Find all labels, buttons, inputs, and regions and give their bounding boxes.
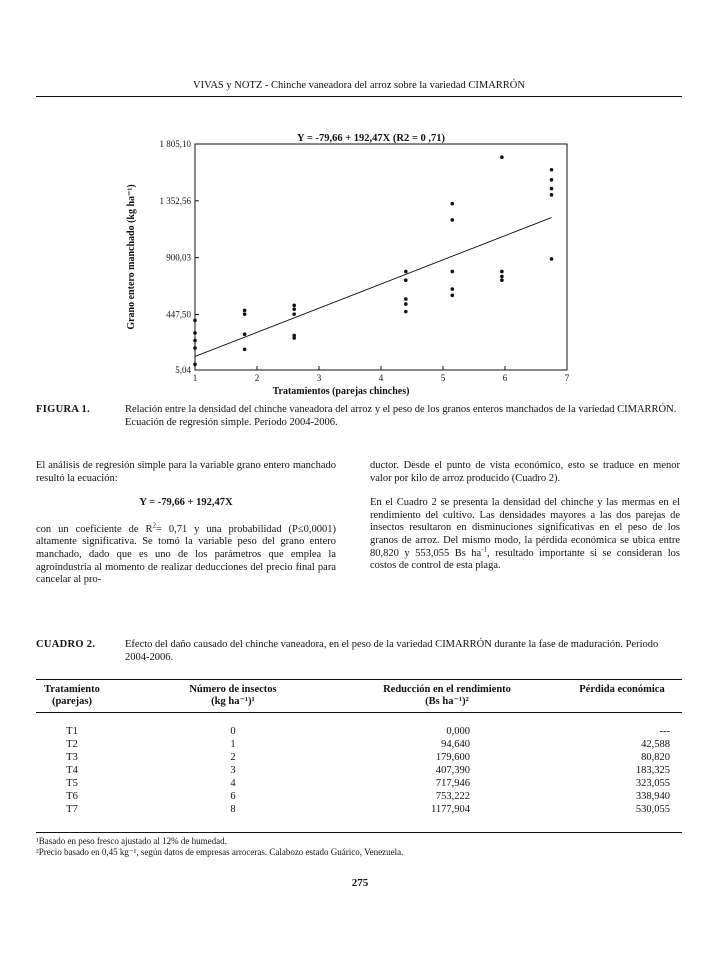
data-point xyxy=(451,294,455,298)
data-point xyxy=(292,334,296,338)
table-header-insects xyxy=(158,684,308,708)
data-point xyxy=(193,346,197,350)
figure-label: FIGURA 1. xyxy=(36,404,91,415)
running-header: VIVAS y NOTZ - Chinche vaneadora del arroz sobre la variedad CIMARRÓN xyxy=(193,80,525,91)
x-tick-label: 3 xyxy=(316,373,322,383)
data-point xyxy=(292,304,296,308)
table-row xyxy=(36,726,682,738)
data-point xyxy=(243,309,247,313)
text-span: , resultado importante si se consideran los costos de control de esta plaga. xyxy=(370,547,681,572)
table-cell: --- xyxy=(659,726,670,737)
data-point xyxy=(404,302,408,306)
table-cell: 2 xyxy=(230,752,236,763)
data-point xyxy=(451,218,455,222)
x-tick-label: 5 xyxy=(440,373,446,383)
table-row xyxy=(36,739,682,751)
y-axis-label: Grano entero manchado (kg ha⁻¹) xyxy=(126,184,137,330)
data-point xyxy=(243,312,247,316)
table-cell: 183,325 xyxy=(635,765,670,776)
x-tick-label: 1 xyxy=(192,373,198,383)
data-point xyxy=(550,178,554,182)
data-point xyxy=(243,347,247,351)
table-caption-text: Efecto del daño causado del chinche vaneadora, en el peso de la variedad CIMARRÓN durante la fase de maduración. Período 2004-2006. xyxy=(125,639,659,663)
data-point xyxy=(193,363,197,367)
chart-title: Y = -79,66 + 192,47X (R2 = 0 ,71) xyxy=(297,133,445,144)
data-point xyxy=(404,297,408,301)
table-top-rule xyxy=(36,679,682,680)
table-row xyxy=(36,765,682,777)
header-line: Tratamiento xyxy=(44,684,100,695)
body-column-left xyxy=(36,460,336,599)
regression-line xyxy=(195,218,552,357)
data-point xyxy=(550,187,554,191)
text-span: con un coeficiente de R xyxy=(36,523,153,535)
table-header-reduction xyxy=(352,684,542,708)
x-tick-label: 7 xyxy=(564,373,570,383)
table-cell: 0 xyxy=(230,726,236,737)
data-point xyxy=(500,155,504,159)
table-cell: 3 xyxy=(230,765,236,776)
data-point xyxy=(500,275,504,279)
table-cell: T1 xyxy=(66,726,78,737)
body-column-right xyxy=(370,460,680,585)
superscript: -1 xyxy=(481,545,488,554)
table-cell: T6 xyxy=(66,791,78,802)
x-axis-label: Tratamientos (parejas chinches) xyxy=(272,386,410,397)
figure-caption-text: Relación entre la densidad del chinche vaneadora del arroz y el peso de los granos enteros manchados de la variedad CIMARRÓN. Ecuación de regresión simple. Período 2004-2006. xyxy=(125,404,677,428)
table-cell: 4 xyxy=(230,778,236,789)
data-point xyxy=(292,307,296,311)
table-header-rule xyxy=(36,712,682,713)
data-point xyxy=(550,257,554,261)
table-cell: T7 xyxy=(66,804,78,815)
paragraph: El análisis de regresión simple para la variable grano entero manchado resultó la ecuación: xyxy=(36,460,336,484)
header-line: Número de insectos xyxy=(189,684,277,695)
x-tick-label: 6 xyxy=(502,373,508,383)
table-cell: 6 xyxy=(230,791,236,802)
data-point xyxy=(550,168,554,172)
header-line: (parejas) xyxy=(51,696,93,707)
text-span: En el Cuadro 2 se presenta la densidad del chinche y las mermas en el rendimiento del cultivo. Las densidades mayores a las dos parejas de insectos resultaron en disminuciones significativas en el peso de los granos de arroz. Del mismo modo, la pérdida económica se ubica entre 80,820 y 553,055 Bs ha xyxy=(370,497,680,559)
table-cell: 323,055 xyxy=(635,778,670,789)
data-point xyxy=(404,270,408,274)
table-cell: 753,222 xyxy=(435,791,470,802)
paragraph xyxy=(36,521,337,587)
header-line: (kg ha⁻¹)¹ xyxy=(211,696,255,707)
table-cell: 94,640 xyxy=(441,739,470,750)
data-point xyxy=(451,287,455,291)
table-cell: 179,600 xyxy=(435,752,470,763)
data-point xyxy=(451,270,455,274)
header-line: Reducción en el rendimiento xyxy=(383,684,511,695)
data-point xyxy=(500,278,504,282)
table-cell: T5 xyxy=(66,778,78,789)
table-cell: 407,390 xyxy=(435,765,470,776)
y-tick-label: 1 805,10 xyxy=(159,139,191,149)
table-cell: 0,000 xyxy=(446,726,470,737)
y-tick-label: 5,04 xyxy=(175,365,191,375)
y-tick-label: 447,50 xyxy=(166,309,191,320)
y-tick-label: 1 352,56 xyxy=(159,195,191,206)
header-rule xyxy=(36,96,682,97)
y-tick-label: 900,03 xyxy=(166,252,191,263)
table-cell: 338,940 xyxy=(635,791,670,802)
table-bottom-rule xyxy=(36,832,682,833)
x-tick-label: 2 xyxy=(254,373,260,383)
x-tick-label: 4 xyxy=(378,373,384,383)
table-header-loss xyxy=(562,684,682,696)
header-line: (Bs ha⁻¹)² xyxy=(425,696,469,707)
data-point xyxy=(550,193,554,197)
superscript: 2 xyxy=(152,521,156,530)
data-point xyxy=(193,331,197,335)
data-point xyxy=(193,319,197,323)
table-cell: 530,055 xyxy=(635,804,670,815)
table-cell: 1 xyxy=(230,739,236,750)
data-point xyxy=(451,202,455,206)
table-cell: 42,588 xyxy=(641,739,670,750)
data-point xyxy=(193,339,197,343)
table-cell: T4 xyxy=(66,765,78,776)
table-row xyxy=(36,778,682,790)
regression-scatter-chart xyxy=(110,128,580,400)
data-point xyxy=(404,278,408,282)
text-span: = 0,71 y una probabilidad (P≤0,0001) altamente significativa. Se tomó la variable peso del grano entero manchado, dado que es uno de los parámetros que emplea la agroindustria al momento de realizar deducciones del precio final para cancelar al pro- xyxy=(36,523,337,586)
table-header-treatment xyxy=(36,684,108,708)
header-line: Pérdida económica xyxy=(579,684,665,695)
footnote: ²Precio basado en 0,45 kg⁻¹, según datos de empresas arroceras. Calabozo estado Guárico, Venezuela. xyxy=(36,847,404,857)
table-cell: 717,946 xyxy=(435,778,470,789)
table-label: CUADRO 2. xyxy=(36,639,96,650)
page-number: 275 xyxy=(351,877,369,889)
data-point xyxy=(292,312,296,316)
table-row xyxy=(36,752,682,764)
data-point xyxy=(404,310,408,314)
table-cell: T3 xyxy=(66,752,78,763)
table-row xyxy=(36,791,682,803)
table-cell: 1177,904 xyxy=(431,804,470,815)
table-footnotes xyxy=(36,836,403,858)
footnote: ¹Basado en peso fresco ajustado al 12% de humedad. xyxy=(36,836,227,846)
regression-equation: Y = -79,66 + 192,47X xyxy=(139,497,233,509)
paragraph xyxy=(370,497,680,573)
data-point xyxy=(500,270,504,274)
table-cell: T2 xyxy=(66,739,78,750)
table-cell: 8 xyxy=(230,804,236,815)
table-cell: 80,820 xyxy=(641,752,670,763)
paragraph: ductor. Desde el punto de vista económico, esto se traduce en menor valor por kilo de arroz producido (Cuadro 2). xyxy=(370,460,680,484)
plot-frame xyxy=(195,144,567,370)
table-row xyxy=(36,804,682,816)
data-point xyxy=(243,332,247,336)
